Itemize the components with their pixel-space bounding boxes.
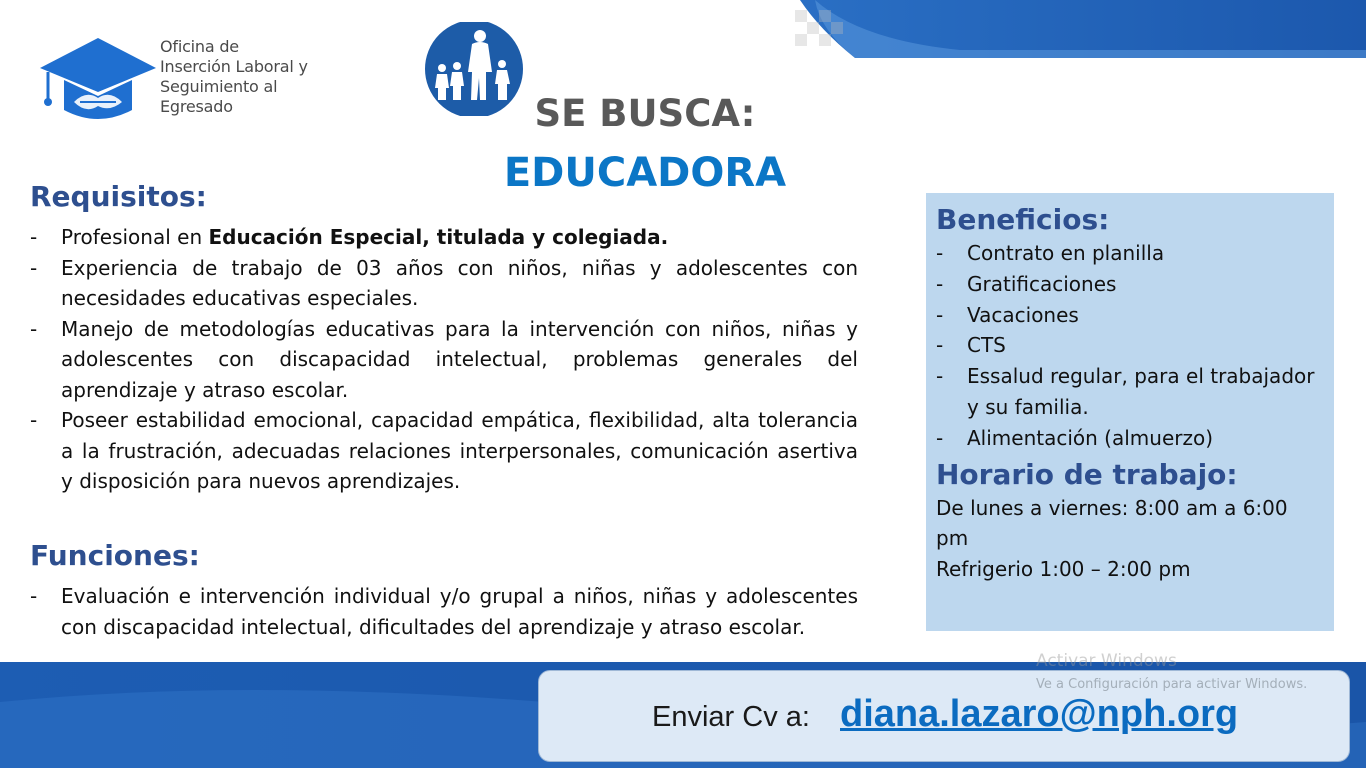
logo-line: Egresado xyxy=(160,97,233,116)
list-item: - Alimentación (almuerzo) xyxy=(936,423,1328,454)
checker-pattern xyxy=(795,0,855,58)
list-item: - Experiencia de trabajo de 03 años con niños, niñas y adolescentes con necesidades educativas especiales. xyxy=(30,253,858,314)
contact-email-link[interactable]: diana.lazaro@nph.org xyxy=(840,693,1239,735)
requirement-bold-text: Educación Especial, titulada y colegiada. xyxy=(208,225,669,249)
title-se-busca: SE BUSCA: xyxy=(534,92,756,135)
activation-watermark-subtitle: Ve a Configuración para activar Windows. xyxy=(1036,677,1308,692)
logo-line: Inserción Laboral y xyxy=(160,57,308,76)
list-item: - Essalud regular, para el trabajador y su familia. xyxy=(936,361,1328,423)
list-item: - Gratificaciones xyxy=(936,269,1328,300)
contact-label: Enviar Cv a: xyxy=(652,701,810,733)
benefits-panel xyxy=(926,193,1334,631)
list-item: - CTS xyxy=(936,330,1328,361)
logo-line: Seguimiento al xyxy=(160,77,278,96)
office-logo-text xyxy=(160,37,350,117)
schedule-heading: Horario de trabajo: xyxy=(936,457,1238,491)
list-item: - Evaluación e intervención individual y/o grupal a niños, niñas y adolescentes con discapacidad intelectual, dificultades del aprendizaje y atraso escolar. xyxy=(30,581,858,642)
schedule-hours: De lunes a viernes: 8:00 am a 6:00 pm xyxy=(936,495,1288,551)
functions-list xyxy=(30,581,858,642)
requirements-heading: Requisitos: xyxy=(30,180,207,213)
title-position: EDUCADORA xyxy=(503,150,787,196)
activation-watermark-title: Activar Windows xyxy=(1036,651,1177,671)
logo-line: Oficina de xyxy=(160,37,239,56)
benefits-list xyxy=(936,238,1328,454)
list-item: - Manejo de metodologías educativas para la intervención con niños, niñas y adolescentes con discapacidad intelectual, problemas generales del aprendizaje y atraso escolar. xyxy=(30,314,858,406)
list-item: - Vacaciones xyxy=(936,300,1328,331)
requirement-text: Profesional en xyxy=(61,225,209,249)
list-item: - Poseer estabilidad emocional, capacidad empática, flexibilidad, alta tolerancia a la frustración, adecuadas relaciones interpersonales, comunicación asertiva y disposición para nuevos aprendizajes. xyxy=(30,405,858,497)
requirements-list xyxy=(30,222,858,497)
schedule-break: Refrigerio 1:00 – 2:00 pm xyxy=(936,556,1191,581)
list-item xyxy=(30,222,858,253)
graduation-cap-handshake-icon xyxy=(36,30,156,125)
functions-heading: Funciones: xyxy=(30,539,200,572)
benefits-heading: Beneficios: xyxy=(936,203,1110,236)
list-item: - Contrato en planilla xyxy=(936,238,1328,269)
